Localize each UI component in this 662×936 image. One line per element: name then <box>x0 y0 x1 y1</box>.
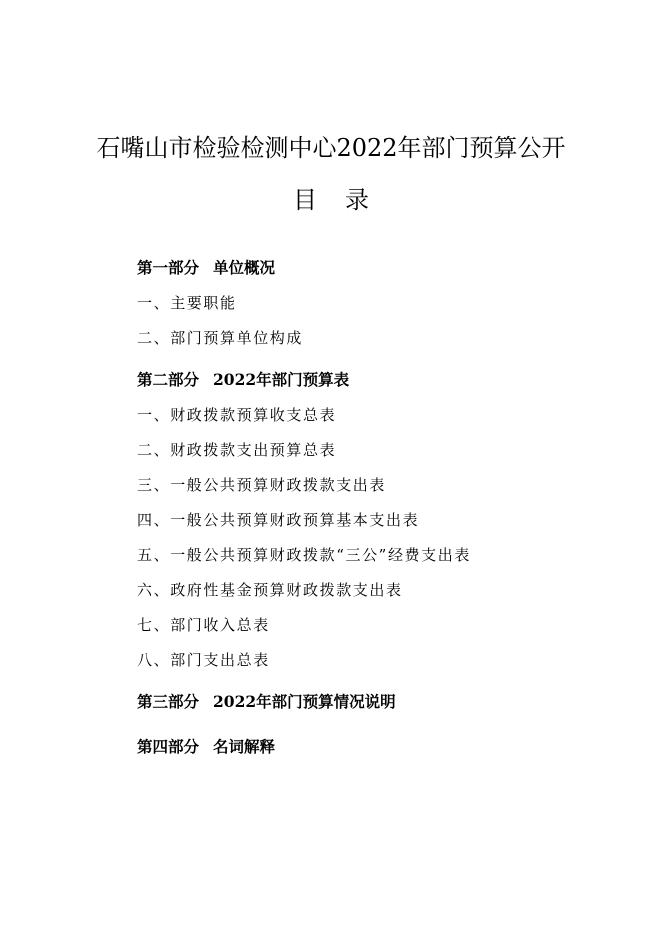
toc-part-2-title: 2022年部门预算表 <box>213 370 350 389</box>
toc-part-4-title: 名词解释 <box>213 737 276 756</box>
toc-item[interactable]: 二、部门预算单位构成 <box>137 329 304 347</box>
toc-part-1-title: 单位概况 <box>213 258 276 277</box>
toc-part-2-label: 第二部分 <box>137 370 200 389</box>
toc-item[interactable]: 三、一般公共预算财政拨款支出表 <box>137 476 387 494</box>
toc-item[interactable]: 八、部门支出总表 <box>137 651 270 669</box>
toc-part-1[interactable] <box>137 258 275 278</box>
toc-part-2[interactable] <box>137 370 349 390</box>
toc-part-4-label: 第四部分 <box>137 737 200 756</box>
toc-item[interactable]: 一、主要职能 <box>137 294 237 312</box>
toc-item[interactable]: 六、政府性基金预算财政拨款支出表 <box>137 581 403 599</box>
toc-heading <box>0 184 662 216</box>
toc-part-3-title: 2022年部门预算情况说明 <box>213 692 396 711</box>
toc-heading-char-2: 录 <box>345 186 369 214</box>
toc-item[interactable]: 七、部门收入总表 <box>137 616 270 634</box>
toc-part-4[interactable] <box>137 737 275 757</box>
toc-item[interactable]: 五、一般公共预算财政拨款“三公”经费支出表 <box>137 546 471 564</box>
document-title: 石嘴山市检验检测中心2022年部门预算公开 <box>96 134 566 162</box>
toc-item[interactable]: 二、财政拨款支出预算总表 <box>137 441 337 459</box>
toc-part-1-label: 第一部分 <box>137 258 200 277</box>
toc-item[interactable]: 一、财政拨款预算收支总表 <box>137 406 337 424</box>
toc-part-3-label: 第三部分 <box>137 692 200 711</box>
toc-item[interactable]: 四、一般公共预算财政预算基本支出表 <box>137 511 420 529</box>
toc-heading-char-1: 目 <box>293 186 317 214</box>
toc-part-3[interactable] <box>137 692 396 712</box>
